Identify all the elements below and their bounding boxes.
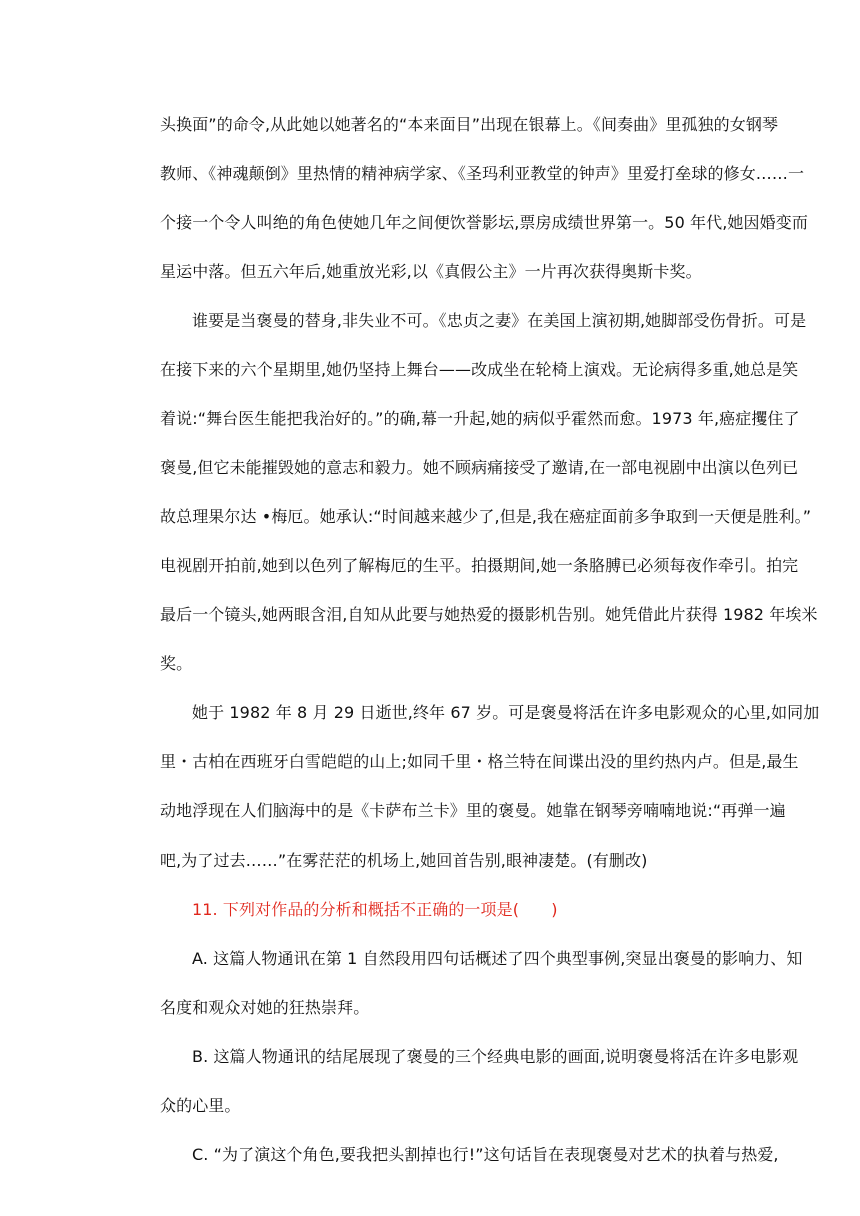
- paragraph-line: 谁要是当褒曼的替身,非失业不可。《忠贞之妻》在美国上演初期,她脚部受伤骨折。可是: [192, 311, 807, 330]
- paragraph-line: 里・古柏在西班牙白雪皑皑的山上;如同千里・格兰特在间谍出没的里约热内卢。但是,最生: [160, 752, 799, 771]
- paragraph-line: 吧,为了过去……”在雾茫茫的机场上,她回首告别,眼神凄楚。(有删改): [160, 851, 648, 870]
- paragraph-line: 奖。: [160, 654, 193, 673]
- question-stem: 11. 下列对作品的分析和概括不正确的一项是( ): [192, 900, 558, 919]
- paragraph-line: 褒曼,但它未能摧毁她的意志和毅力。她不顾病痛接受了邀请,在一部电视剧中出演以色列已: [160, 458, 799, 477]
- option-b-line-2: 众的心里。: [160, 1096, 241, 1115]
- paragraph-line: 着说:“舞台医生能把我治好的。”的确,幕一升起,她的病似乎霍然而愈。1973 年,癌症攫住了: [160, 409, 800, 428]
- paragraph-line: 她于 1982 年 8 月 29 日逝世,终年 67 岁。可是褒曼将活在许多电影观众的心里,如同加: [192, 703, 820, 722]
- option-a-line-2: 名度和观众对她的狂热崇拜。: [160, 998, 370, 1017]
- paragraph-line: 头换面”的命令,从此她以她著名的“本来面目”出现在银幕上。《间奏曲》里孤独的女钢琴: [160, 115, 779, 134]
- paragraph-line: 动地浮现在人们脑海中的是《卡萨布兰卡》里的褒曼。她靠在钢琴旁喃喃地说:“再弹一遍: [160, 801, 786, 820]
- option-c-line-1: C. “为了演这个角色,要我把头割掉也行!”这句话旨在表现褒曼对艺术的执着与热爱,: [192, 1145, 779, 1164]
- option-b-line-1: B. 这篇人物通讯的结尾展现了褒曼的三个经典电影的画面,说明褒曼将活在许多电影观: [192, 1047, 799, 1066]
- paragraph-line: 故总理果尔达 •梅厄。她承认:“时间越来越少了,但是,我在癌症面前多争取到一天便是胜利。”: [160, 507, 812, 526]
- paragraph-line: 最后一个镜头,她两眼含泪,自知从此要与她热爱的摄影机告别。她凭借此片获得 1982 年埃米: [160, 605, 818, 624]
- option-a-line-1: A. 这篇人物通讯在第 1 自然段用四句话概述了四个典型事例,突显出褒曼的影响力、知: [192, 949, 803, 968]
- paragraph-line: 星运中落。但五六年后,她重放光彩,以《真假公主》一片再次获得奥斯卡奖。: [160, 262, 702, 281]
- paragraph-line: 个接一个令人叫绝的角色使她几年之间便饮誉影坛,票房成绩世界第一。50 年代,她因婚变而: [160, 213, 808, 232]
- paragraph-line: 教师、《神魂颠倒》里热情的精神病学家、《圣玛利亚教堂的钟声》里爱打垒球的修女……一: [160, 164, 805, 183]
- paragraph-line: 在接下来的六个星期里,她仍坚持上舞台——改成坐在轮椅上演戏。无论病得多重,她总是笑: [160, 360, 799, 379]
- paragraph-line: 电视剧开拍前,她到以色列了解梅厄的生平。拍摄期间,她一条胳膊已必须每夜作牵引。拍完: [160, 556, 799, 575]
